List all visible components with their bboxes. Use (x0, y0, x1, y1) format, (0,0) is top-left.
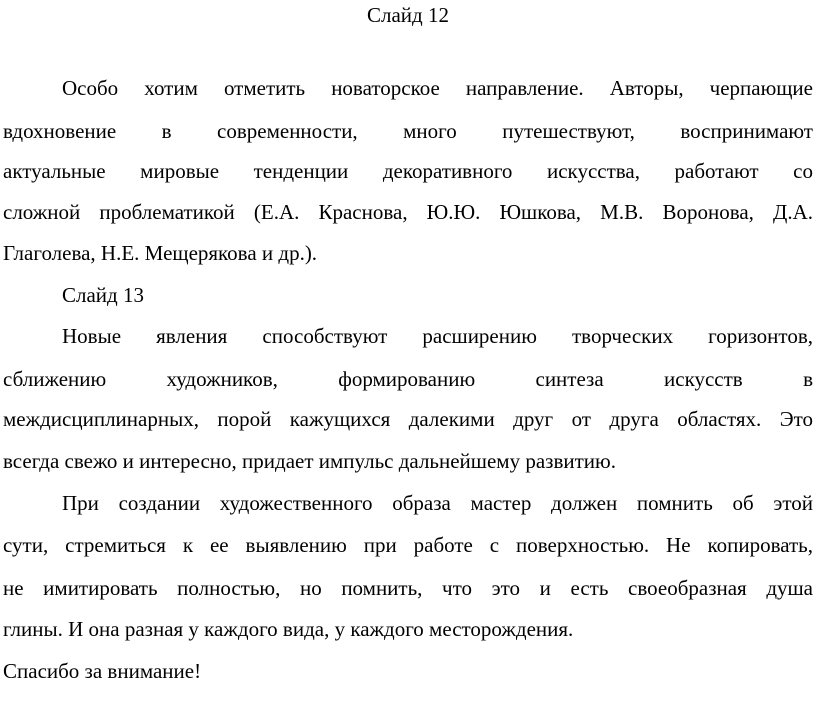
slide-13-label: Слайд 13 (62, 283, 144, 307)
paragraph-1-line-1: Особо хотим отметить новаторское направление. Авторы, черпающие (62, 76, 813, 100)
paragraph-2-line-1: Новые явления способствуют расширению творческих горизонтов, (62, 324, 813, 348)
paragraph-2-line-4: всегда свежо и интересно, придает импульс дальнейшему развитию. (3, 449, 616, 473)
paragraph-2-line-2: сближению художников, формированию синтеза искусств в (3, 367, 813, 391)
paragraph-2-line-3: междисциплинарных, порой кажущихся далекими друг от друга областях. Это (3, 407, 813, 431)
paragraph-3-line-2: сути, стремиться к ее выявлению при работе с поверхностью. Не копировать, (3, 533, 813, 557)
paragraph-1-line-2: вдохновение в современности, много путешествуют, воспринимают (3, 119, 813, 143)
closing-line: Спасибо за внимание! (3, 659, 202, 683)
paragraph-1-line-5: Глаголева, Н.Е. Мещерякова и др.). (3, 241, 318, 265)
slide-12-heading: Слайд 12 (367, 3, 449, 27)
paragraph-1-line-3: актуальные мировые тенденции декоративного искусства, работают со (3, 159, 813, 183)
paragraph-3-line-3: не имитировать полностью, но помнить, что это и есть своеобразная душа (3, 576, 813, 600)
paragraph-3-line-1: При создании художественного образа мастер должен помнить об этой (62, 491, 813, 515)
paragraph-1-line-4: сложной проблематикой (Е.А. Краснова, Ю.Ю. Юшкова, М.В. Воронова, Д.А. (3, 200, 813, 224)
paragraph-3-line-4: глины. И она разная у каждого вида, у каждого месторождения. (3, 617, 574, 641)
